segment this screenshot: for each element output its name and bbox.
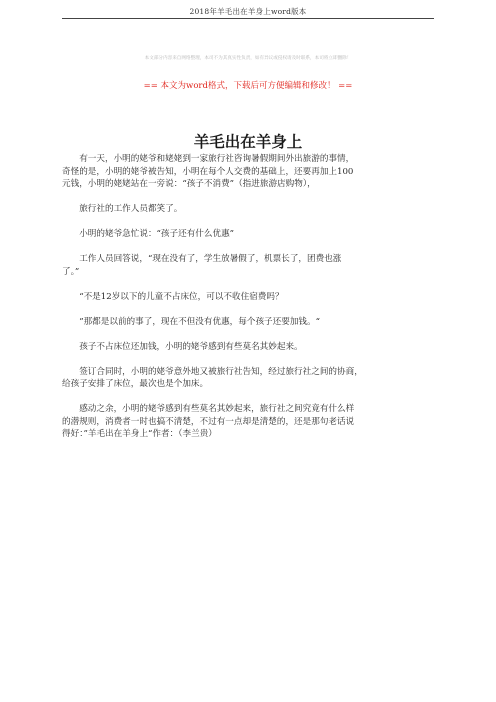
paragraph-line: 孩子不占床位还加钱，小明的姥爷感到有些莫名其妙起来。 — [62, 341, 303, 352]
header-divider — [62, 18, 434, 19]
paragraph-line: “不是12岁以下的儿童不占床位，可以不收住宿费吗？ — [62, 291, 284, 302]
paragraph-line: ”那都是以前的事了，现在不但没有优惠，每个孩子还要加钱。“ — [62, 316, 321, 327]
paragraph-line: 元钱，小明的姥姥站在一旁说：“孩子不消费”（指进旅游店购物）， — [62, 179, 316, 189]
paragraph — [62, 403, 434, 441]
paragraph — [62, 316, 434, 329]
paragraph — [62, 366, 434, 391]
paragraph — [62, 341, 434, 354]
paragraph-line: 奇怪的是，小明的姥爷被告知，小明在每个人交费的基础上，还要再加上100 — [62, 166, 354, 177]
paragraph-line: 得好：”羊毛出在羊身上“作者：（李兰贵） — [62, 429, 217, 439]
article-body — [62, 153, 434, 441]
paragraph-line: 感动之余，小明的姥爷感到有些莫名其妙起来，旅行社之间究竟有什么样 — [62, 404, 355, 414]
paragraph-line: 旅行社的工作人员都笑了。 — [62, 204, 183, 214]
format-notice: == 本文为word格式，下载后可方便编辑和修改！ == — [143, 81, 353, 91]
paragraph — [62, 253, 434, 278]
paragraph — [62, 203, 434, 216]
paragraph-line: 小明的姥爷急忙说：“孩子还有什么优惠” — [62, 229, 235, 239]
paragraph-line: 有一天，小明的姥爷和姥姥到一家旅行社咨询暑假期间外出旅游的事情， — [62, 154, 355, 164]
paragraph — [62, 291, 434, 304]
paragraph-line: 签订合同时，小明的姥爷意外地又被旅行社告知，经过旅行社之间的协商， — [62, 366, 363, 377]
header-title: 2018年羊毛出在羊身上word版本 — [189, 7, 307, 16]
paragraph-line: 工作人员回答说，“现在没有了，学生放暑假了，机票长了，团费也涨 — [62, 254, 342, 264]
paragraph-line: 了。” — [62, 266, 80, 277]
paragraph-line: 的潜规则，消费者一时也搞不清楚，不过有一点却是清楚的，还是那句老话说 — [62, 416, 355, 427]
disclaimer-text: 本文部分内容来自网络整理，本司不为其真实性负责，如有异议或侵权请及时联系，本司将立即删除！ — [144, 56, 352, 61]
paragraph — [62, 153, 434, 191]
article-title: 羊毛出在羊身上 — [193, 132, 303, 151]
paragraph-line: 给孩子安排了床位，最次也是个加床。 — [62, 379, 209, 389]
paragraph — [62, 228, 434, 241]
